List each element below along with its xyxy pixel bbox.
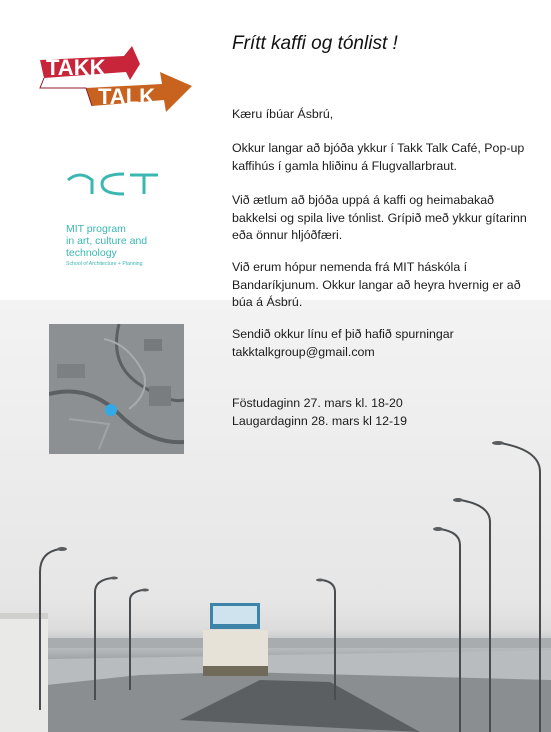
paragraph-about-us: Við erum hópur nemenda frá MIT háskóla í Bandaríkjunum. Okkur langar að heyra hvernig er að búa á Ásbrú. bbox=[232, 260, 521, 309]
page-title: Frítt kaffi og tónlist ! bbox=[232, 33, 398, 54]
greeting: Kæru íbúar Ásbrú, bbox=[232, 107, 334, 121]
paragraph-coffee-music: Við ætlum að bjóða uppá á kaffi og heimabakað bakkelsi og spila live tónlist. Grípið með ykkur gítarinn eða önnur hljóðfæri. bbox=[232, 193, 527, 242]
map-location-marker bbox=[105, 404, 117, 416]
takk-word: TAKK bbox=[46, 55, 106, 80]
act-line-4: School of Architecture + Planning bbox=[66, 261, 143, 267]
date-saturday: Laugardaginn 28. mars kl 12-19 bbox=[232, 413, 407, 428]
location-map bbox=[49, 324, 184, 454]
contact-line: Sendið okkur línu ef þið hafið spurningar bbox=[232, 327, 454, 341]
contact-email[interactable]: takktalkgroup@gmail.com bbox=[232, 344, 375, 359]
act-logo-mark bbox=[66, 170, 161, 201]
dates-block bbox=[232, 395, 532, 430]
date-friday: Föstudaginn 27. mars kl. 18-20 bbox=[232, 396, 403, 410]
takk-talk-logo bbox=[34, 42, 199, 127]
talk-word: TALK bbox=[98, 84, 156, 109]
act-program-text bbox=[66, 223, 206, 269]
contact-block bbox=[232, 326, 532, 361]
act-line-2: in art, culture and bbox=[66, 235, 148, 247]
paragraph-invitation: Okkur langar að bjóða ykkur í Takk Talk Café, Pop-up kaffihús í gamla hliðinu á Flugvallarbraut. bbox=[232, 141, 525, 173]
act-line-3: technology bbox=[66, 247, 117, 259]
act-line-1: MIT program bbox=[66, 223, 126, 235]
